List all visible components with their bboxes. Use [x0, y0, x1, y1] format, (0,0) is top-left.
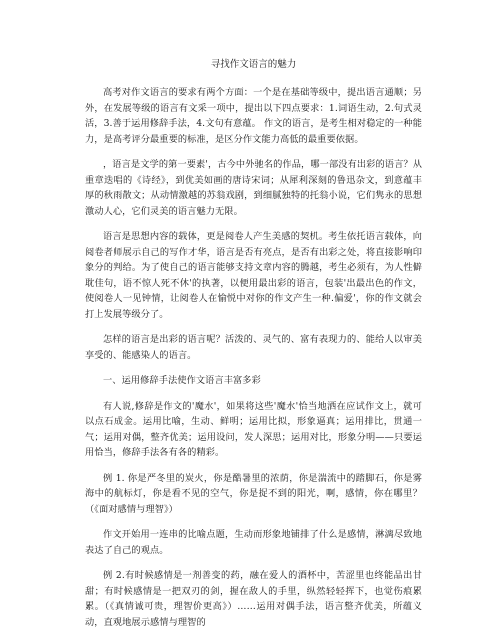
document-title: 寻找作文语言的魅力: [210, 59, 297, 70]
paragraph-example-2: 例 2.有时候感情是一剂善变的药，融在爱人的酒杯中，苦涩里也终能品出甘甜；有时候感情是一把双刃的剑，握在敌人的手里，纵然轻轻挥下，也觉伤痕累累。（《真情诚可贵，理智价更高》）……运用对偶手法，语言整齐优美，所蕴义动，直观地展示感情与理智的: [85, 570, 422, 628]
paragraph-analysis-1: 作文开始用一连串的比喻点题，生动而形象地铺排了什么是感情，淋漓尽致地表达了自己的观点。: [85, 529, 422, 556]
paragraph-example-1: 例 1. 你是严冬里的炭火，你是酷暑里的浓荫，你是湍流中的踏脚石，你是雾海中的航标灯，你是看不见的空气，你是捉不到的阳光，啊，感情，你在哪里？ （《面对感情与理智》）: [85, 472, 422, 515]
section-heading-rhetoric: 一、运用修辞手法使作文语言丰富多彩: [103, 375, 261, 386]
paragraph-question: 怎样的语言是出彩的语言呢？活泼的、灵气的、富有表现力的、能给人以审美享受的、能感染人的语言。: [85, 334, 422, 361]
paragraph-rhetoric: 有人说,修辞是作文的'魔水'，如果将这些'魔水'恰当地洒在应试作文上，就可以点石成金。运用比喻，生动、鲜明；运用比拟，形象逼真；运用排比，贯通一气；运用对偶，整齐优美；运用设问，发人深思；运用对比，形象分明——只要运用恰当，修辞手法各有各的精彩。: [85, 400, 422, 458]
paragraph-intro: 高考对作文语言的要求有两个方面：一个是在基础等级中，提出语言通顺；另外，在发展等级的语言有文采一项中，提出以下四点要求：1.词语生动，2.句式灵活，3.善于运用修辞手法，4.文句有意蕴。 作文的语言，是考生相对稳定的一种能力，是高考评分最重要的标准，是区分作文能力高低的最重要依据。: [85, 87, 422, 145]
paragraph-literature: ，语言是文学的第一要素'，古今中外驰名的作品，哪一部没有出彩的语言？从重章迭唱的《诗经》，到优美如画的唐诗宋词；从犀利深刻的鲁迅杂文，到意蕴丰厚的秋雨散文；从动情激越的苏翁戏剧，到细腻独特的托翁小说，它们隽永的思想激动人心，它们灵美的语言魅力无限。: [85, 159, 422, 217]
paragraph-carrier: 语言是思想内容的载体，更是阅卷人产生美感的契机。考生依托语言载体，向阅卷者师展示自己的写作才华，语言是否有亮点，是否有出彩之处，将直接影响印象分的判给。为了使自己的语言能够支持文章内容的腾越，考生必须有，为人性僻耽佳句，语不惊人死不休'的执著，以便用最出彩的语言，包装'出最出色的作文，使阅卷人一见钟情，让阅卷人在愉悦中对你的作文产生一种.偏爱'，你的作文就会打上发展等级分了。: [85, 231, 422, 320]
